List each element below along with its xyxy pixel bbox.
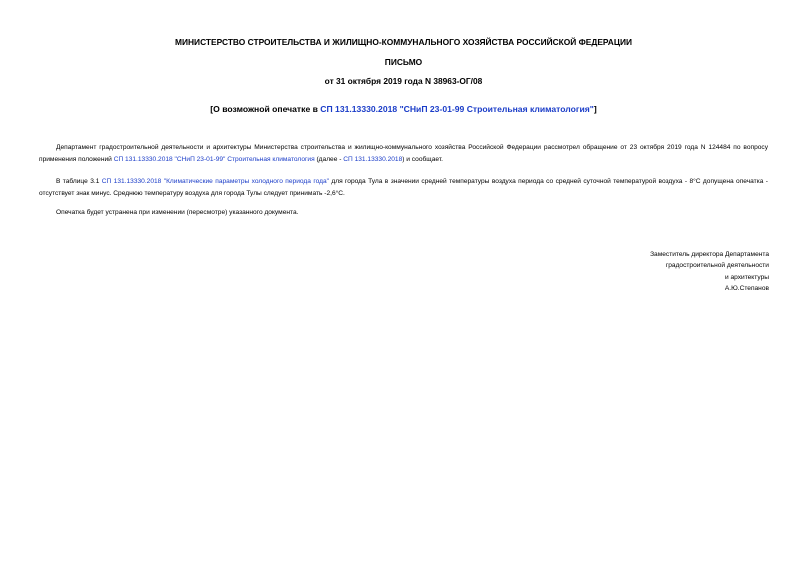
subject-open-bracket: [ — [210, 104, 214, 114]
signature-name: А.Ю.Степанов — [724, 284, 769, 292]
paragraph-fix: Опечатка будет устранена при изменении (пересмотре) указанного документа. — [56, 209, 299, 216]
climate-parameters-link[interactable]: СП 131.13330.2018 "Климатические параметры холодного периода года" — [101, 178, 329, 185]
paragraph-typo — [39, 176, 768, 199]
paragraph-text: (далее - — [314, 155, 344, 163]
subject-heading — [0, 104, 807, 114]
subject-close-bracket: ] — [593, 104, 597, 114]
document-type-heading: ПИСЬМО — [384, 57, 423, 67]
paragraph-text: для города Тула в значении средней температуры воздуха периода со средней суточной температурой воздуха - 8°С допущена опечатка - отсутствует знак минус. Среднюю температуру воздуха для города Тулы следует принимать -2,6°С. — [39, 178, 768, 197]
sp-full-name-link[interactable]: СП 131.13330.2018 "СНиП 23-01-99" Строительная климатология — [113, 155, 315, 163]
signature-position-line-1: Заместитель директора Департамента — [650, 251, 769, 258]
signature-position-line-3: и архитектуры — [724, 273, 769, 281]
paragraph-text: ) и сообщает. — [402, 155, 443, 163]
paragraph-text: Департамент градостроительной деятельности и архитектуры Министерства строительства и жилищно-коммунального хозяйства Российской Федерации рассмотрел обращение от 23 октября 2019 года N 124484 по вопросу применения положений — [39, 144, 768, 163]
subject-prefix: О возможной опечатке в — [213, 104, 321, 114]
paragraph-text: В таблице 3.1 — [56, 178, 102, 185]
date-number-heading: от 31 октября 2019 года N 38963-ОГ/08 — [324, 76, 483, 86]
signature-block — [650, 249, 769, 294]
paragraph-request — [39, 142, 768, 165]
subject-document-link[interactable]: СП 131.13330.2018 "СНиП 23-01-99 Строительная климатология" — [320, 104, 594, 114]
signature-position-line-2: градостроительной деятельности — [665, 262, 769, 270]
ministry-heading: МИНИСТЕРСТВО СТРОИТЕЛЬСТВА И ЖИЛИЩНО-КОММУНАЛЬНОГО ХОЗЯЙСТВА РОССИЙСКОЙ ФЕДЕРАЦИИ — [175, 37, 632, 47]
sp-short-link[interactable]: СП 131.13330.2018 — [343, 155, 403, 163]
